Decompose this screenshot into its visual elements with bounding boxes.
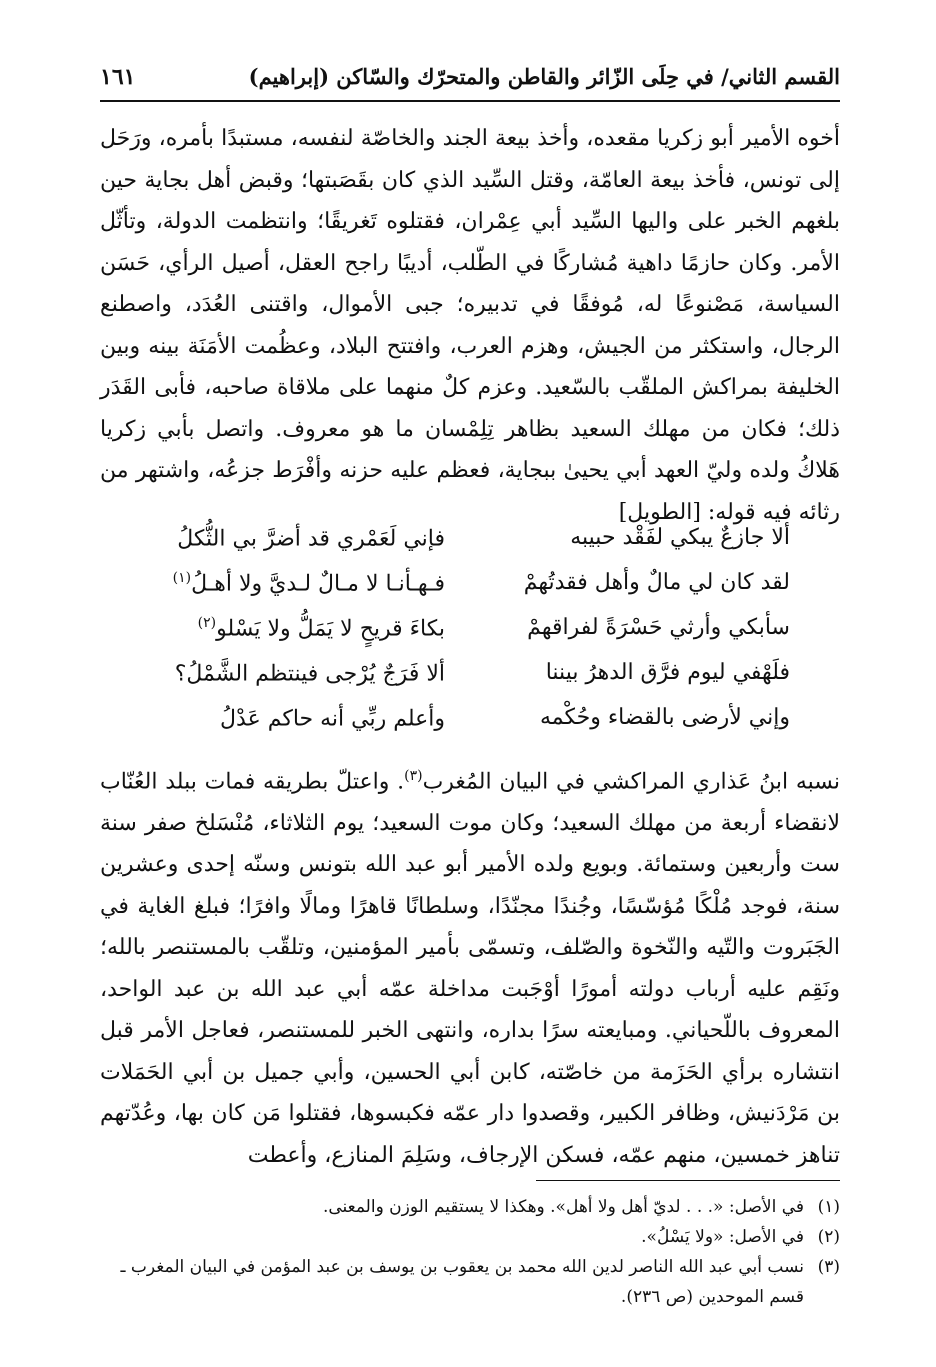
poem bbox=[100, 525, 840, 750]
body-paragraph-1 bbox=[100, 118, 840, 533]
page-header bbox=[100, 60, 840, 102]
footnote-text: نسب أبي عبد الله الناصر لدين الله محمد بن يعقوب بن يوسف بن عبد المؤمن في البيان المغرب ـ قسم الموحدين (ص ٢٣٦). bbox=[120, 1257, 804, 1307]
poem-verse-4 bbox=[100, 660, 840, 705]
verse-first-hemistich: سأبكي وأرثي حَسْرَةً لفراقهمْ bbox=[527, 615, 790, 640]
verse-first-hemistich: ألا جازعٌ يبكي لفَقْد حبيبه bbox=[570, 525, 790, 550]
verse-first-hemistich: فلَهْفي ليوم فرَّق الدهرُ بيننا bbox=[545, 660, 790, 685]
poem-verse-5 bbox=[100, 705, 840, 750]
poem-verse-3 bbox=[100, 615, 840, 660]
footnote-1 bbox=[100, 1192, 840, 1222]
paragraph-text-part: نسبه ابنُ عَذاري المراكشي في البيان المُغرب bbox=[422, 769, 841, 795]
hemistich-text: فـهـأنـا لا مـالٌ لـديَّ ولا أهـلُ bbox=[191, 571, 445, 597]
verse-second-hemistich bbox=[175, 660, 445, 686]
verse-second-hemistich bbox=[173, 570, 445, 596]
footnotes bbox=[100, 1192, 840, 1312]
poem-verse-2 bbox=[100, 570, 840, 615]
footnote-marker: (٣) bbox=[404, 768, 423, 784]
hemistich-text: وأعلم ربِّي أنه حاكم عَدْلُ bbox=[220, 706, 445, 732]
verse-second-hemistich bbox=[177, 525, 445, 551]
verse-second-hemistich bbox=[220, 705, 445, 731]
running-title: القسم الثاني/ في حِلَى الزّائر والقاطن والمتحرّك والسّاكن (إبراهيم) bbox=[248, 64, 840, 89]
footnote-separator bbox=[536, 1180, 840, 1181]
footnote-marker: (١) bbox=[172, 570, 192, 586]
footnote-3 bbox=[100, 1252, 840, 1312]
footnote-number: (٢) bbox=[817, 1227, 840, 1247]
poem-verse-1 bbox=[100, 525, 840, 570]
footnote-text: في الأصل: «. . . لديّ أهل ولا أهل». وهكذا لا يستقيم الوزن والمعنى. bbox=[322, 1197, 804, 1217]
verse-second-hemistich bbox=[198, 615, 445, 641]
footnote-number: (١) bbox=[817, 1197, 840, 1217]
footnote-marker: (٢) bbox=[197, 615, 217, 631]
footnote-text: في الأصل: «ولا يَسْلُ». bbox=[641, 1227, 804, 1247]
verse-first-hemistich: وإني لأرضى بالقضاء وحُكْمه bbox=[539, 705, 790, 730]
page-number: ١٦١ bbox=[100, 64, 136, 90]
paragraph-text: أخوه الأمير أبو زكريا مقعده، وأخذ بيعة الجند والخاصّة لنفسه، مستبدًا بأمره، ورَحَل إلى تونس، فأخذ بيعة العامّة، وقتل السِّيد الذي كان بقَصَبتها؛ وقبض أهل بجاية حين بلغهم الخبر على واليها السِّيد أبي عِمْران، فقتلوه تَغريقًا؛ وانتظمت الدولة، وتأثّل الأمر. وكان حازمًا داهية مُشاركًا في الطّلب، أديبًا راجح العقل، أصيل الرأي، حَسَن السياسة، مَصْنوعًا له، مُوفقًا في تدبيره؛ جبى الأموال، واقتنى العُدَد، واصطنع الرجال، واستكثر من الجيش، وهزم العرب، وافتتح البلاد، وعظُمت الأمَنَة بينه وبين الخليفة بمراكش الملقّب بالسّعيد. وعزم كلٌ منهما على ملاقاة صاحبه، فأبى القَدَر ذلك؛ فكان من مهلك السعيد بظاهر تِلِمْسان ما هو معروف. واتصل بأبي زكريا هَلاكُ ولده وليّ العهد أبي يحيىٰ ببجاية، فعظم عليه حزنه وأفْرَط جزعُه، واشتهر من رثائه فيه قوله: [الطويل] bbox=[100, 126, 840, 525]
paragraph-text-part: . واعتلّ بطريقه فمات ببلد العُنّاب لانقضاء أربعة من مهلك السعيد؛ وكان موت السعيد؛ يوم الثلاثاء، مُنْسَلخ صفر سنة ست وأربعين وستمائة. وبويع ولده الأمير أبو عبد الله بتونس وسنّه إحدى وعشرين سنة، فوجد مُلْكًا مُؤسّسًا، وجُندًا مجنّدًا، وسلطانًا قاهرًا ومالًا وافرًا؛ فبلغ الغاية في الجَبَروت والتّيه والنّخوة والصّلف، وتسمّى بأمير المؤمنين، وتلقّب بالمستنصر بالله؛ ونَقِم عليه أرباب دولته أمورًا أوْجَبت مداخلة عمّه أبي عبد الله بن عبد الواحد، المعروف باللّحياني. ومبايعته سرًا بداره، وانتهى الخبر للمستنصر، فعاجل الأمر قبل انتشاره برأي الحَزَمة من خاصّته، كابن أبي الحسين، وأبي جميل بن أبي الحَمَلات بن مَرْدَنيش، وظافر الكبير، وقصدوا دار عمّه فكبسوها، فقتلوا مَن كان بها، وعُدّتهم تناهز خمسين، منهم عمّه، فسكن الإرجاف، وسَلِمَ المنازع، وأعطت bbox=[100, 769, 840, 1168]
body-paragraph-2 bbox=[100, 756, 840, 1176]
footnote-number: (٣) bbox=[817, 1257, 840, 1277]
hemistich-text: فإني لَعَمْري قد أضرَّ بي الثُّكلُ bbox=[177, 526, 445, 552]
verse-first-hemistich: لقد كان لي مالٌ وأهل فقدتُهمْ bbox=[523, 570, 790, 595]
hemistich-text: ألا فَرَجٌ يُرْجى فينتظم الشَّمْلُ؟ bbox=[174, 661, 445, 687]
paragraph-text bbox=[100, 756, 840, 1176]
footnote-2 bbox=[100, 1222, 840, 1252]
hemistich-text: بكاءَ قريحٍ لا يَمَلُّ ولا يَسْلو bbox=[216, 616, 445, 642]
